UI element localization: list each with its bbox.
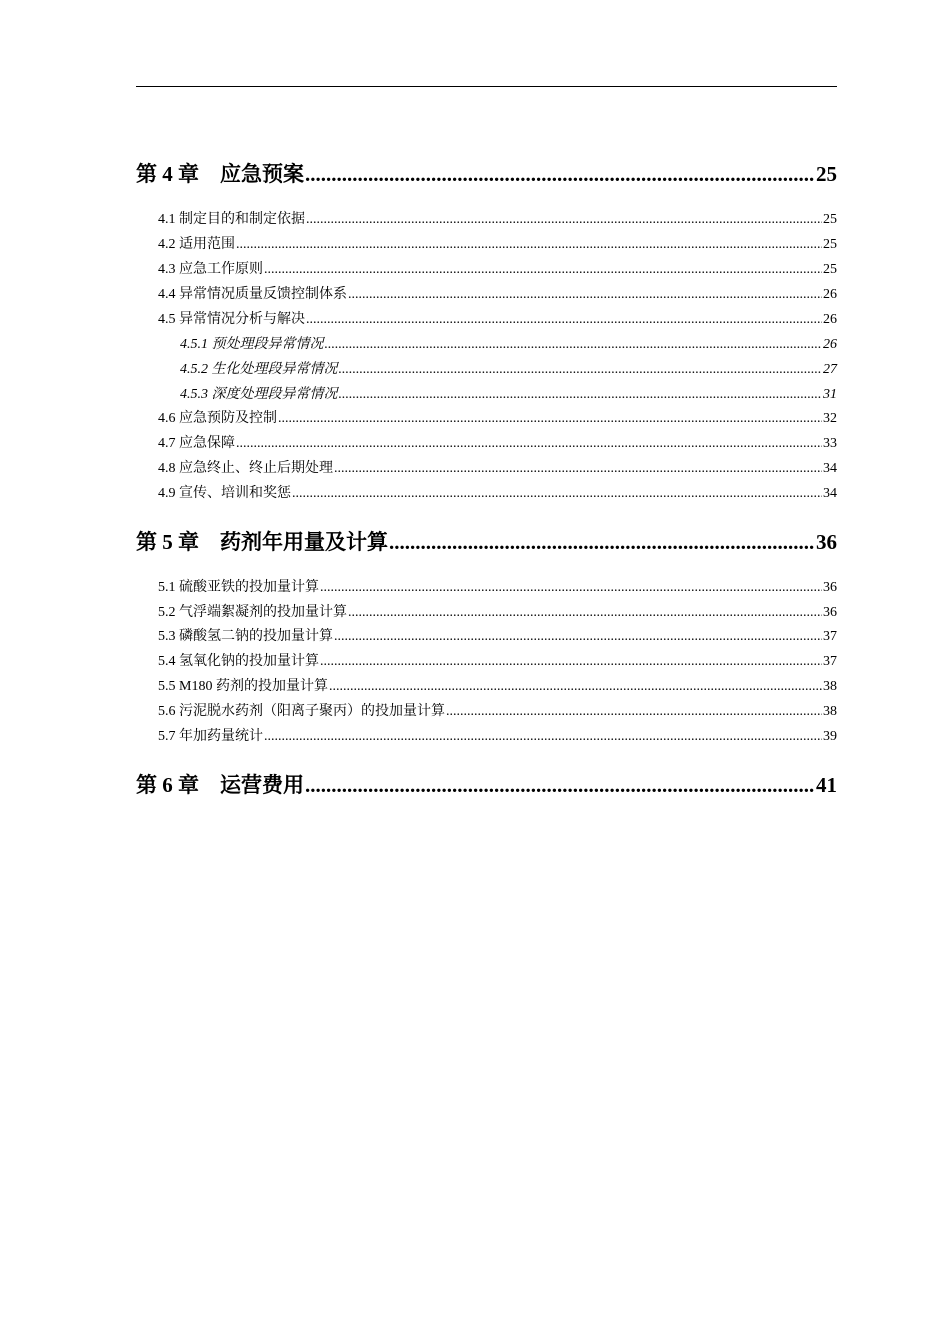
toc-page-number: 25 [823, 212, 837, 227]
dot-leader [325, 335, 823, 355]
toc-page-number: 33 [823, 436, 837, 451]
toc-section-4-3[interactable] [136, 260, 837, 280]
toc-page-number: 34 [823, 461, 837, 476]
dot-leader [236, 434, 822, 454]
toc-section-5-3[interactable] [136, 627, 837, 647]
toc-section-title: 4.6 应急预防及控制 [158, 411, 277, 426]
toc-section-4-6[interactable] [136, 409, 837, 429]
toc-page-number: 36 [816, 530, 837, 554]
toc-section-title: 4.8 应急终止、终止后期处理 [158, 461, 333, 476]
toc-subsection-4-5-2[interactable] [136, 360, 837, 380]
toc-page-number: 38 [823, 704, 837, 719]
toc-subsection-title: 4.5.2 生化处理段异常情况 [180, 362, 338, 377]
toc-section-title: 4.7 应急保障 [158, 436, 235, 451]
toc-page-number: 31 [823, 387, 837, 402]
toc-section-title: 5.1 硫酸亚铁的投加量计算 [158, 580, 319, 595]
toc-section-4-7[interactable] [136, 434, 837, 454]
header-rule [136, 86, 837, 87]
dot-leader [348, 285, 822, 305]
toc-chapter-6[interactable] [136, 771, 837, 799]
dot-leader [339, 385, 823, 405]
toc-subsection-4-5-1[interactable] [136, 335, 837, 355]
dot-leader [292, 484, 822, 504]
toc-section-4-8[interactable] [136, 459, 837, 479]
toc-section-4-5[interactable] [136, 310, 837, 330]
dot-leader [305, 771, 815, 799]
dot-leader [236, 235, 822, 255]
toc-section-4-9[interactable] [136, 484, 837, 504]
toc-page-number: 25 [823, 237, 837, 252]
toc-section-5-6[interactable] [136, 702, 837, 722]
toc-page-number: 32 [823, 411, 837, 426]
toc-section-4-1[interactable] [136, 210, 837, 230]
toc-page-number: 41 [816, 773, 837, 797]
toc-section-title: 4.1 制定目的和制定依据 [158, 212, 305, 227]
dot-leader [329, 677, 822, 697]
toc-section-title: 4.2 适用范围 [158, 237, 235, 252]
dot-leader [339, 360, 823, 380]
toc-section-5-2[interactable] [136, 603, 837, 623]
dot-leader [320, 652, 822, 672]
toc-page-number: 36 [823, 605, 837, 620]
toc-section-5-5[interactable] [136, 677, 837, 697]
toc-page-number: 37 [823, 629, 837, 644]
dot-leader [278, 409, 822, 429]
toc-page-number: 25 [823, 262, 837, 277]
toc-section-5-4[interactable] [136, 652, 837, 672]
toc-section-title: 4.4 异常情况质量反馈控制体系 [158, 287, 347, 302]
toc-page-number: 26 [823, 287, 837, 302]
toc-section-title: 4.5 异常情况分析与解决 [158, 312, 305, 327]
toc-subsection-title: 4.5.1 预处理段异常情况 [180, 337, 324, 352]
toc-page-number: 34 [823, 486, 837, 501]
toc-section-title: 5.4 氢氧化钠的投加量计算 [158, 654, 319, 669]
dot-leader [305, 160, 815, 188]
toc-page-number: 26 [823, 337, 837, 352]
dot-leader [334, 627, 822, 647]
toc-section-4-4[interactable] [136, 285, 837, 305]
dot-leader [264, 727, 822, 747]
toc-section-title: 4.9 宣传、培训和奖惩 [158, 486, 291, 501]
toc-page-number: 36 [823, 580, 837, 595]
toc-section-title: 5.2 气浮端絮凝剂的投加量计算 [158, 605, 347, 620]
toc-subsection-title: 4.5.3 深度处理段异常情况 [180, 387, 338, 402]
dot-leader [264, 260, 822, 280]
toc-section-title: 4.3 应急工作原则 [158, 262, 263, 277]
toc-page-number: 26 [823, 312, 837, 327]
toc-page-number: 39 [823, 729, 837, 744]
toc-section-title: 5.6 污泥脱水药剂（阳离子聚丙）的投加量计算 [158, 704, 445, 719]
toc-chapter-4[interactable] [136, 160, 837, 188]
dot-leader [389, 528, 815, 556]
dot-leader [320, 578, 822, 598]
toc-chapter-title: 第 5 章 药剂年用量及计算 [136, 530, 388, 554]
toc-section-5-7[interactable] [136, 727, 837, 747]
toc-section-title: 5.5 M180 药剂的投加量计算 [158, 679, 328, 694]
toc-chapter-title: 第 4 章 应急预案 [136, 162, 304, 186]
dot-leader [306, 310, 822, 330]
toc-page-number: 38 [823, 679, 837, 694]
toc-chapter-5[interactable] [136, 528, 837, 556]
toc-section-4-2[interactable] [136, 235, 837, 255]
toc-section-title: 5.3 磷酸氢二钠的投加量计算 [158, 629, 333, 644]
dot-leader [446, 702, 822, 722]
toc-subsection-4-5-3[interactable] [136, 385, 837, 405]
toc-chapter-title: 第 6 章 运营费用 [136, 773, 304, 797]
toc-section-title: 5.7 年加药量统计 [158, 729, 263, 744]
toc-page-number: 27 [823, 362, 837, 377]
toc-page-number: 25 [816, 162, 837, 186]
dot-leader [306, 210, 822, 230]
toc-page-number: 37 [823, 654, 837, 669]
dot-leader [334, 459, 822, 479]
dot-leader [348, 603, 822, 623]
toc-section-5-1[interactable] [136, 578, 837, 598]
